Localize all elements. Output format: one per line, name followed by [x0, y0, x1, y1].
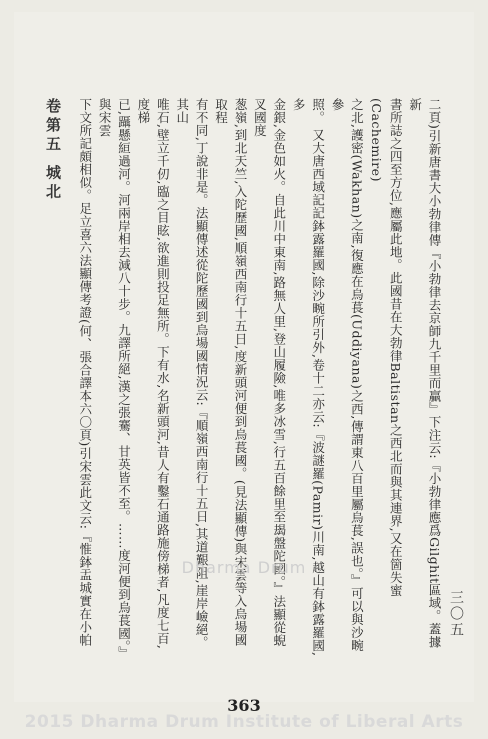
text-column: 有不同,丁說非是。法顯傳述從陀歷國到烏場國情況云:『順嶺西南行十五日,其道艱阻,崖岸嶮絕。其山 [174, 98, 210, 650]
page-number-vertical: 三〇五 [448, 590, 464, 638]
text-column: 已,躡懸絙過河。河兩岸相去減八十步。九譯所絕,漢之張騫、甘英皆不至。……度河便到烏萇國。』與宋雲 [97, 98, 132, 654]
text-column: 照。 又大唐西域記記鉢露羅國,除沙畹所引外,卷十二亦云:『波謎羅(Pamir)川南,越山有鉢露羅國,多 [291, 98, 326, 657]
watermark: Dharma Drum [181, 558, 307, 577]
text-column: 下文所記頗相似。足立喜六法顯傳考證(何、張合譯本六〇頁)引宋雲此文云:『惟鉢盂城實在小帕 [77, 98, 93, 647]
footer-credit: 2015 Dharma Drum Institute of Liberal Arts [24, 712, 464, 732]
page-number: 363 [227, 696, 261, 715]
running-head: 卷第五 城北 [44, 98, 62, 203]
book-page [14, 12, 474, 702]
text-column: 金銀,金色如火。自此川中東南,路無人里,登山履險,唯多冰雪,行五百餘里至朅盤陀國。』法顯從蜺叉國度 [252, 98, 287, 648]
text-column: 唯石,壁立千仞,臨之目眩,欲進則投足無所。下有水,名新頭河,昔人有鑿石通路施傍梯者,凡度七百,度梯 [135, 98, 171, 650]
text-column: 之北,護密(Wakhan)之南,復應在烏萇(Uddiyana)之西,傳謂東八百里屬烏萇,誤也。』可以與沙畹參 [329, 98, 365, 653]
text-column: 二頁)引新唐書大小勃律傳『小勃律去京師九千里而贏』下注云:『小勃律應爲Gilghit區域。蓋據新 [407, 98, 442, 649]
text-column: 葱嶺,到北天竺,入陀歷國,順嶺西南行十五日,度新頭河便到烏萇國。(見法顯傳)與宋雲等入烏場國取程 [213, 98, 248, 647]
text-column: 書所誌之四至方位,應屬此地。此國昔在大勃律Baltistan之西北而與其連界,又在箇失蜜(Cachemire) [368, 98, 404, 598]
